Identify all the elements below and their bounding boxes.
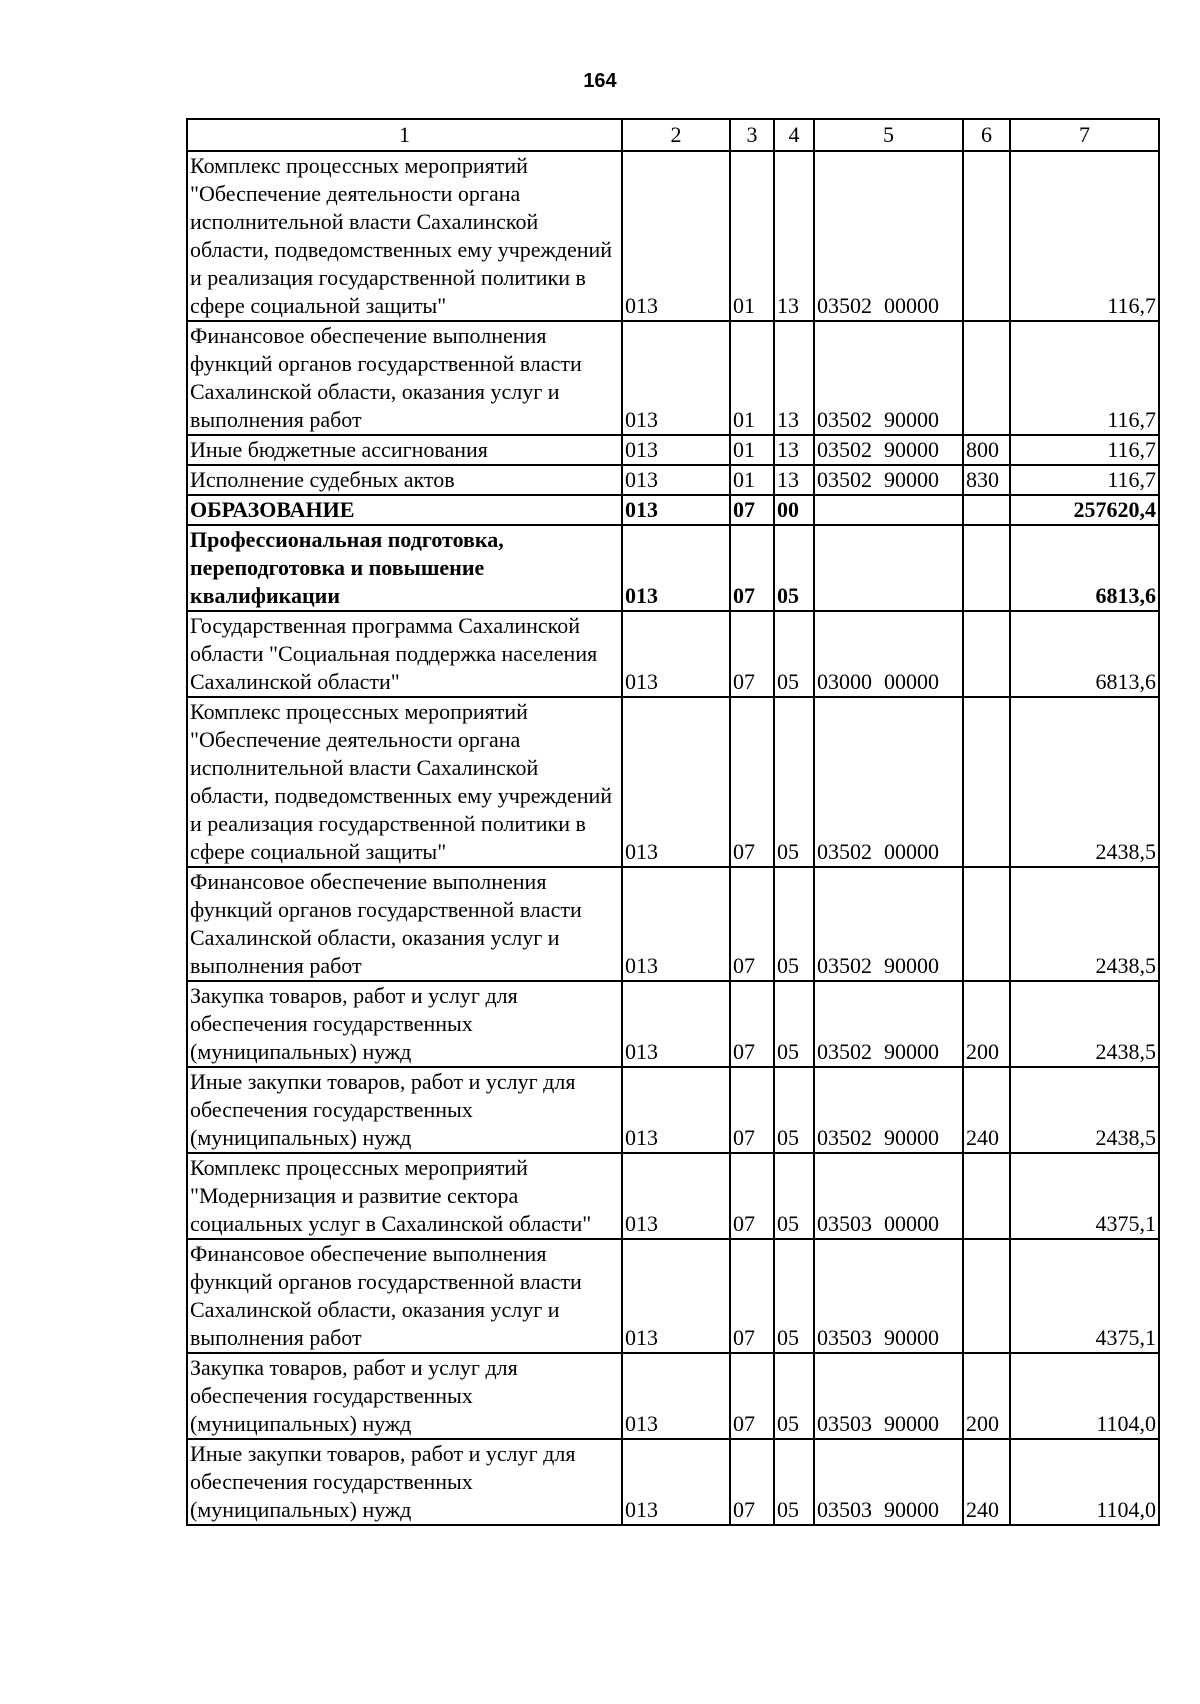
page-number: 164	[583, 70, 617, 92]
row-code-5-program: 03503	[817, 1411, 872, 1436]
row-name: Финансовое обеспечение выполнения функций органов государственной власти Сахалинской области, оказания услуг и выполнения работ	[187, 321, 622, 435]
table-row	[187, 867, 1159, 981]
table-row	[187, 151, 1159, 321]
row-code-3: 07	[730, 1353, 774, 1439]
row-code-5-program: 03502	[817, 293, 872, 318]
column-header: 1	[187, 119, 622, 151]
row-code-5-direction: 90000	[884, 1039, 939, 1064]
row-code-5	[814, 1353, 963, 1439]
row-code-5	[814, 321, 963, 435]
row-code-5-direction: 90000	[884, 953, 939, 978]
column-header: 3	[730, 119, 774, 151]
row-code-4: 05	[774, 1439, 814, 1525]
row-code-3: 01	[730, 465, 774, 495]
row-code-4: 00	[774, 495, 814, 525]
row-code-4: 05	[774, 525, 814, 611]
row-code-4: 05	[774, 1067, 814, 1153]
row-amount: 6813,6	[1010, 611, 1159, 697]
row-code-5	[814, 465, 963, 495]
table-row	[187, 435, 1159, 465]
table-row	[187, 525, 1159, 611]
table-row	[187, 321, 1159, 435]
row-code-5	[814, 981, 963, 1067]
row-code-3: 07	[730, 981, 774, 1067]
column-header: 2	[622, 119, 730, 151]
row-name: Иные бюджетные ассигнования	[187, 435, 622, 465]
row-code-6	[963, 495, 1010, 525]
table-row	[187, 611, 1159, 697]
column-number-header-row	[187, 119, 1159, 151]
row-code-2: 013	[622, 1153, 730, 1239]
row-code-5-program: 03502	[817, 1125, 872, 1150]
row-code-5-direction: 00000	[884, 293, 939, 318]
table-row	[187, 981, 1159, 1067]
table-row	[187, 1353, 1159, 1439]
row-code-5-program: 03503	[817, 1211, 872, 1236]
row-code-3: 07	[730, 525, 774, 611]
row-code-6: 240	[963, 1439, 1010, 1525]
row-amount: 116,7	[1010, 321, 1159, 435]
row-code-5	[814, 495, 963, 525]
table-row	[187, 697, 1159, 867]
row-code-5	[814, 1439, 963, 1525]
row-code-5-program: 03502	[817, 1039, 872, 1064]
row-name: Профессиональная подготовка, переподготовка и повышение квалификации	[187, 525, 622, 611]
row-amount: 2438,5	[1010, 981, 1159, 1067]
row-code-5	[814, 435, 963, 465]
row-amount: 257620,4	[1010, 495, 1159, 525]
row-name: Комплекс процессных мероприятий "Обеспечение деятельности органа исполнительной власти Сахалинской области, подведомственных ему учреждений и реализация государственной политики в сфере социальной защиты"	[187, 697, 622, 867]
row-code-3: 07	[730, 495, 774, 525]
row-name: Государственная программа Сахалинской области "Социальная поддержка населения Сахалинской области"	[187, 611, 622, 697]
row-amount: 116,7	[1010, 465, 1159, 495]
row-amount: 1104,0	[1010, 1353, 1159, 1439]
row-code-3: 07	[730, 611, 774, 697]
row-code-5	[814, 1239, 963, 1353]
row-code-2: 013	[622, 435, 730, 465]
row-code-5	[814, 525, 963, 611]
table-row	[187, 495, 1159, 525]
row-code-2: 013	[622, 525, 730, 611]
row-code-2: 013	[622, 981, 730, 1067]
table-row	[187, 1239, 1159, 1353]
row-code-5	[814, 1067, 963, 1153]
row-name: Комплекс процессных мероприятий "Модернизация и развитие сектора социальных услуг в Сахалинской области"	[187, 1153, 622, 1239]
row-code-5	[814, 697, 963, 867]
row-code-6	[963, 867, 1010, 981]
row-code-5-program: 03502	[817, 953, 872, 978]
row-code-6: 200	[963, 1353, 1010, 1439]
row-amount: 2438,5	[1010, 697, 1159, 867]
row-code-6	[963, 525, 1010, 611]
row-name: ОБРАЗОВАНИЕ	[187, 495, 622, 525]
row-amount: 2438,5	[1010, 1067, 1159, 1153]
row-code-4: 05	[774, 867, 814, 981]
column-header: 6	[963, 119, 1010, 151]
budget-table	[186, 118, 1160, 1526]
column-header: 5	[814, 119, 963, 151]
row-code-6: 800	[963, 435, 1010, 465]
row-code-6	[963, 611, 1010, 697]
row-code-4: 13	[774, 321, 814, 435]
row-code-5	[814, 867, 963, 981]
row-code-6: 830	[963, 465, 1010, 495]
row-code-5	[814, 151, 963, 321]
row-code-5-direction: 90000	[884, 1125, 939, 1150]
row-code-4: 05	[774, 697, 814, 867]
row-code-5-direction: 00000	[884, 1211, 939, 1236]
row-code-5-direction: 90000	[884, 1497, 939, 1522]
row-code-6: 240	[963, 1067, 1010, 1153]
row-code-4: 13	[774, 151, 814, 321]
row-code-2: 013	[622, 321, 730, 435]
row-code-2: 013	[622, 465, 730, 495]
row-code-4: 13	[774, 435, 814, 465]
row-code-4: 13	[774, 465, 814, 495]
row-amount: 6813,6	[1010, 525, 1159, 611]
row-code-2: 013	[622, 867, 730, 981]
row-code-3: 01	[730, 151, 774, 321]
row-code-5-direction: 90000	[884, 1411, 939, 1436]
row-code-2: 013	[622, 495, 730, 525]
row-code-5-program: 03000	[817, 669, 872, 694]
row-name: Финансовое обеспечение выполнения функций органов государственной власти Сахалинской области, оказания услуг и выполнения работ	[187, 1239, 622, 1353]
column-header: 7	[1010, 119, 1159, 151]
row-code-3: 07	[730, 1239, 774, 1353]
row-code-6: 200	[963, 981, 1010, 1067]
column-header: 4	[774, 119, 814, 151]
row-amount: 116,7	[1010, 151, 1159, 321]
row-code-2: 013	[622, 1353, 730, 1439]
row-code-5-direction: 00000	[884, 839, 939, 864]
row-code-2: 013	[622, 1239, 730, 1353]
row-code-5-program: 03503	[817, 1497, 872, 1522]
row-code-5	[814, 611, 963, 697]
row-code-4: 05	[774, 611, 814, 697]
row-code-5	[814, 1153, 963, 1239]
row-amount: 4375,1	[1010, 1239, 1159, 1353]
row-code-5-program: 03502	[817, 437, 872, 462]
row-code-2: 013	[622, 1439, 730, 1525]
row-code-3: 07	[730, 1439, 774, 1525]
row-code-5-program: 03503	[817, 1325, 872, 1350]
table-row	[187, 1153, 1159, 1239]
row-code-5-program: 03502	[817, 407, 872, 432]
row-name: Комплекс процессных мероприятий "Обеспечение деятельности органа исполнительной власти Сахалинской области, подведомственных ему учреждений и реализация государственной политики в сфере социальной защиты"	[187, 151, 622, 321]
row-code-6	[963, 1239, 1010, 1353]
row-code-6	[963, 1153, 1010, 1239]
row-code-5-direction: 90000	[884, 437, 939, 462]
row-code-2: 013	[622, 151, 730, 321]
row-code-5-direction: 90000	[884, 467, 939, 492]
row-name: Закупка товаров, работ и услуг для обеспечения государственных (муниципальных) нужд	[187, 1353, 622, 1439]
table-row	[187, 1067, 1159, 1153]
row-code-2: 013	[622, 611, 730, 697]
row-name: Иные закупки товаров, работ и услуг для обеспечения государственных (муниципальных) нужд	[187, 1067, 622, 1153]
row-code-6	[963, 697, 1010, 867]
row-code-4: 05	[774, 1239, 814, 1353]
row-code-4: 05	[774, 981, 814, 1067]
row-name: Исполнение судебных актов	[187, 465, 622, 495]
row-code-4: 05	[774, 1353, 814, 1439]
row-code-4: 05	[774, 1153, 814, 1239]
row-name: Финансовое обеспечение выполнения функций органов государственной власти Сахалинской области, оказания услуг и выполнения работ	[187, 867, 622, 981]
row-code-3: 07	[730, 867, 774, 981]
row-amount: 116,7	[1010, 435, 1159, 465]
row-amount: 1104,0	[1010, 1439, 1159, 1525]
row-code-3: 07	[730, 1153, 774, 1239]
row-code-5-program: 03502	[817, 467, 872, 492]
row-code-3: 07	[730, 697, 774, 867]
row-code-5-program: 03502	[817, 839, 872, 864]
row-code-3: 01	[730, 321, 774, 435]
row-code-5-direction: 90000	[884, 407, 939, 432]
row-amount: 4375,1	[1010, 1153, 1159, 1239]
table-row	[187, 465, 1159, 495]
row-code-3: 07	[730, 1067, 774, 1153]
row-code-6	[963, 321, 1010, 435]
row-code-5-direction: 90000	[884, 1325, 939, 1350]
row-name: Закупка товаров, работ и услуг для обеспечения государственных (муниципальных) нужд	[187, 981, 622, 1067]
row-code-6	[963, 151, 1010, 321]
row-code-5-direction: 00000	[884, 669, 939, 694]
row-name: Иные закупки товаров, работ и услуг для обеспечения государственных (муниципальных) нужд	[187, 1439, 622, 1525]
row-amount: 2438,5	[1010, 867, 1159, 981]
table-row	[187, 1439, 1159, 1525]
row-code-2: 013	[622, 697, 730, 867]
row-code-3: 01	[730, 435, 774, 465]
row-code-2: 013	[622, 1067, 730, 1153]
